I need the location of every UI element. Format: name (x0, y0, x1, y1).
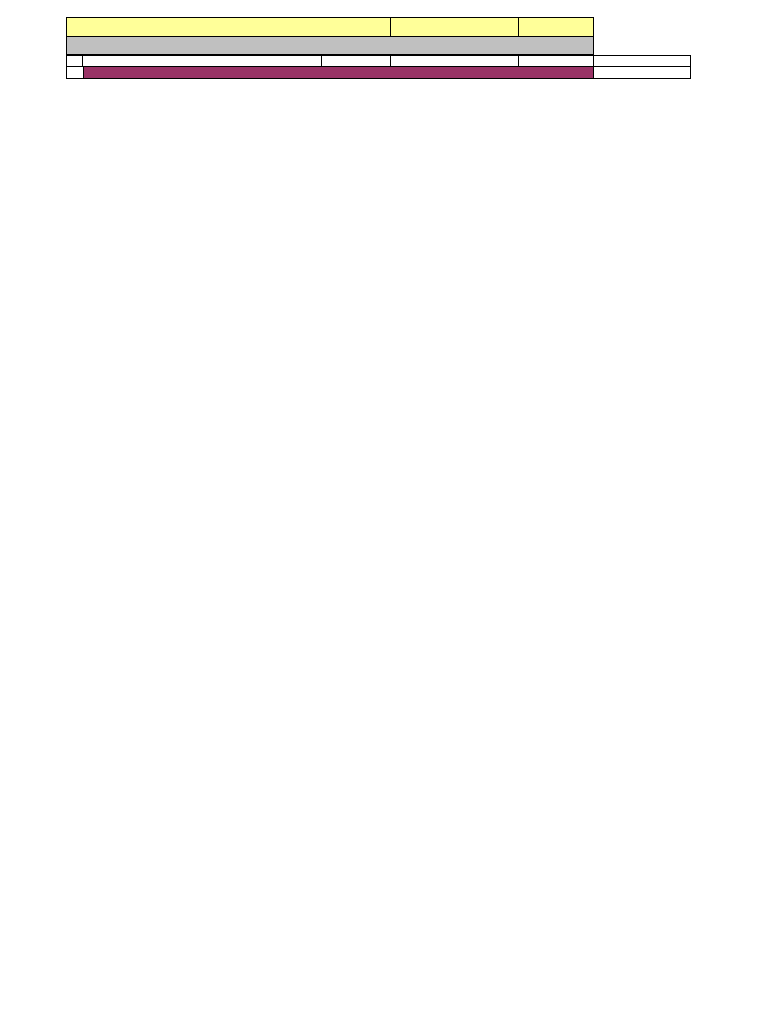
col-num-header (66, 55, 83, 67)
cell (594, 67, 691, 79)
col-docno2-header (519, 55, 594, 67)
col-docno-header (322, 55, 391, 67)
col-support-header (391, 55, 519, 67)
form-date (519, 17, 594, 37)
col-extra-header (594, 55, 691, 67)
section-cop (66, 67, 594, 79)
col-master-header (83, 55, 322, 67)
sheet-title (66, 17, 391, 37)
title-row (66, 17, 594, 37)
sheet-subtitle (66, 37, 594, 55)
form-number (391, 17, 519, 37)
